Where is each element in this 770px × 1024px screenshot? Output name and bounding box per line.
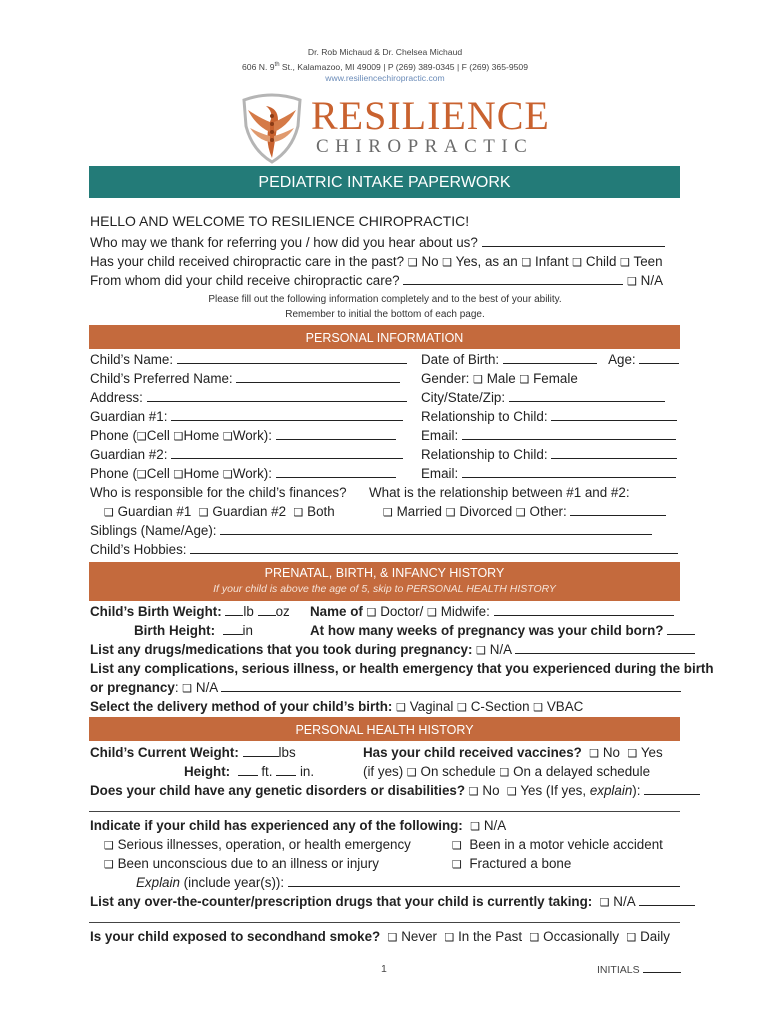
name-of-row: Name of ❑ Doctor/ ❑ Midwife: bbox=[310, 603, 674, 622]
height-in-field[interactable] bbox=[276, 764, 296, 776]
other-relation-field[interactable] bbox=[570, 504, 666, 516]
checkbox-otc-na[interactable]: ❑ bbox=[599, 897, 610, 909]
instruction-line-1: Please fill out the following information completely and to the best of your ability. bbox=[208, 294, 562, 305]
checkbox-finances-g2[interactable]: ❑ bbox=[198, 507, 209, 519]
checkbox-phone2-home[interactable]: ❑ bbox=[173, 469, 184, 481]
welcome-heading: HELLO AND WELCOME TO RESILIENCE CHIROPRACTIC! bbox=[90, 213, 470, 229]
phoenix-shield-icon bbox=[236, 92, 308, 164]
instruction-line-2: Remember to initial the bottom of each page. bbox=[285, 309, 485, 320]
logo-word-resilience: RESILIENCE bbox=[311, 93, 550, 138]
resilience-logo bbox=[236, 92, 550, 164]
checkbox-vaginal[interactable]: ❑ bbox=[396, 702, 406, 714]
dob-row: Date of Birth: Age: bbox=[421, 351, 679, 368]
checkbox-vbac[interactable]: ❑ bbox=[533, 702, 544, 714]
checkbox-delayed-schedule[interactable]: ❑ bbox=[499, 767, 510, 779]
checkbox-prior-yes[interactable]: ❑ bbox=[442, 257, 453, 269]
email2-row: Email: bbox=[421, 465, 676, 482]
motor-accident-option: ❑ Been in a motor vehicle accident bbox=[452, 837, 663, 852]
serious-illness-option: ❑ Serious illnesses, operation, or health emergency bbox=[104, 837, 411, 852]
child-name-field[interactable] bbox=[177, 352, 407, 364]
otc-field[interactable] bbox=[639, 894, 695, 906]
checkbox-indicate-na[interactable]: ❑ bbox=[470, 821, 481, 833]
city-row: City/State/Zip: bbox=[421, 389, 665, 406]
checkbox-midwife[interactable]: ❑ bbox=[427, 607, 437, 619]
birth-height-row: Birth Height: in bbox=[134, 623, 253, 638]
birth-height-field[interactable] bbox=[223, 623, 243, 635]
unconscious-option: ❑ Been unconscious due to an illness or injury bbox=[104, 856, 379, 871]
checkbox-doctor[interactable]: ❑ bbox=[366, 607, 377, 619]
height-row: Height: ft. in. bbox=[184, 764, 315, 779]
guardian1-row: Guardian #1: bbox=[90, 408, 403, 425]
finances-question: Who is responsible for the child’s finances? bbox=[90, 485, 347, 500]
relation12-question: What is the relationship between #1 and #2: bbox=[369, 485, 630, 500]
checkbox-complications-na[interactable]: ❑ bbox=[182, 683, 193, 695]
relationship2-row: Relationship to Child: bbox=[421, 446, 677, 463]
weeks-field[interactable] bbox=[667, 623, 695, 635]
initials-row: INITIALS bbox=[597, 963, 681, 976]
section-prenatal bbox=[89, 562, 680, 601]
address-field[interactable] bbox=[147, 390, 407, 402]
checkbox-phone1-cell[interactable]: ❑ bbox=[136, 431, 147, 443]
smoke-row: Is your child exposed to secondhand smoke? ❑ Never ❑ In the Past ❑ Occasionally ❑ Daily bbox=[90, 929, 670, 944]
finances-options: ❑ Guardian #1 ❑ Guardian #2 ❑ Both bbox=[104, 504, 335, 519]
checkbox-prior-no[interactable]: ❑ bbox=[407, 257, 418, 269]
checkbox-smoke-occasionally[interactable]: ❑ bbox=[529, 932, 540, 944]
checkbox-female[interactable]: ❑ bbox=[519, 374, 530, 386]
checkbox-smoke-past[interactable]: ❑ bbox=[444, 932, 455, 944]
fractured-option: ❑ Fractured a bone bbox=[452, 856, 572, 871]
checkbox-other[interactable]: ❑ bbox=[515, 507, 526, 519]
hobbies-field[interactable] bbox=[190, 542, 678, 554]
practice-address: 606 N. 9th St., Kalamazoo, MI 49009 | P (269) 389-0345 | F (269) 365-9509 bbox=[242, 61, 528, 72]
checkbox-smoke-daily[interactable]: ❑ bbox=[626, 932, 637, 944]
current-weight-row: Child’s Current Weight: lbs bbox=[90, 745, 296, 760]
phone1-field[interactable] bbox=[276, 428, 396, 440]
from-whom-question: From whom did your child receive chiropractic care? ❑ N/A bbox=[90, 273, 663, 288]
checkbox-phone1-home[interactable]: ❑ bbox=[173, 431, 184, 443]
hobbies-row: Child’s Hobbies: bbox=[90, 541, 678, 558]
checkbox-drugs-na[interactable]: ❑ bbox=[476, 645, 487, 657]
genetic-row: Does your child have any genetic disorders or disabilities? ❑ No ❑ Yes (If yes, explain): bbox=[90, 782, 700, 801]
preferred-name-row: Child’s Preferred Name: bbox=[90, 370, 400, 387]
provider-name-field[interactable] bbox=[494, 604, 674, 616]
explain-years-field[interactable] bbox=[288, 875, 680, 887]
complications-row-2: or pregnancy: ❑ N/A bbox=[90, 679, 681, 698]
page-number: 1 bbox=[381, 963, 387, 975]
practice-doctors: Dr. Rob Michaud & Dr. Chelsea Michaud bbox=[307, 47, 463, 57]
prior-care-question: Has your child received chiropractic care in the past? ❑ No ❑ Yes, as an ❑ Infant ❑ Child ❑ Teen bbox=[90, 254, 663, 269]
age-field[interactable] bbox=[639, 352, 679, 364]
section-health-history: PERSONAL HEALTH HISTORY bbox=[89, 717, 680, 741]
checkbox-prior-teen[interactable]: ❑ bbox=[620, 257, 631, 269]
checkbox-serious-illness[interactable]: ❑ bbox=[104, 840, 114, 852]
from-whom-field[interactable] bbox=[403, 273, 623, 285]
drugs-field[interactable] bbox=[515, 642, 695, 654]
genetic-explain-line[interactable] bbox=[89, 811, 680, 812]
checkbox-genetic-yes[interactable]: ❑ bbox=[506, 786, 517, 798]
checkbox-phone2-cell[interactable]: ❑ bbox=[136, 469, 147, 481]
current-weight-field[interactable] bbox=[243, 745, 279, 757]
checkbox-married[interactable]: ❑ bbox=[383, 507, 393, 519]
relationship2-field[interactable] bbox=[551, 447, 677, 459]
otc-row: List any over-the-counter/prescription drugs that your child is currently taking: ❑ N/A bbox=[90, 893, 695, 912]
checkbox-prior-infant[interactable]: ❑ bbox=[521, 257, 532, 269]
gender-row: Gender: ❑ Male ❑ Female bbox=[421, 371, 578, 386]
email1-row: Email: bbox=[421, 427, 676, 444]
guardian1-field[interactable] bbox=[171, 409, 403, 421]
preferred-name-field[interactable] bbox=[236, 371, 400, 383]
referral-question: Who may we thank for referring you / how did you hear about us? bbox=[90, 234, 665, 251]
checkbox-prior-child[interactable]: ❑ bbox=[572, 257, 583, 269]
address-row: Address: bbox=[90, 389, 407, 406]
checkbox-vaccines-no[interactable]: ❑ bbox=[589, 748, 600, 760]
delivery-row: Select the delivery method of your child’s birth: ❑ Vaginal ❑ C-Section ❑ VBAC bbox=[90, 699, 584, 714]
checkbox-motor-accident[interactable]: ❑ bbox=[452, 840, 462, 852]
page-title: PEDIATRIC INTAKE PAPERWORK bbox=[89, 166, 680, 198]
siblings-row: Siblings (Name/Age): bbox=[90, 522, 652, 539]
birth-weight-oz-field[interactable] bbox=[258, 604, 276, 616]
complications-row: List any complications, serious illness, or health emergency that you experienced during the birth bbox=[90, 661, 714, 676]
guardian2-row: Guardian #2: bbox=[90, 446, 403, 463]
initials-field[interactable] bbox=[643, 963, 681, 973]
guardian2-field[interactable] bbox=[171, 447, 403, 459]
checkbox-finances-g1[interactable]: ❑ bbox=[104, 507, 114, 519]
email1-field[interactable] bbox=[462, 428, 676, 440]
otc-line[interactable] bbox=[89, 922, 680, 923]
phone2-row: Phone (❑Cell ❑Home ❑Work): bbox=[90, 465, 396, 484]
explain-years-row: Explain (include year(s)): bbox=[136, 874, 680, 891]
birth-weight-row: Child’s Birth Weight: lb oz bbox=[90, 604, 290, 619]
phone2-field[interactable] bbox=[276, 466, 396, 478]
checkbox-divorced[interactable]: ❑ bbox=[445, 507, 456, 519]
prenatal-heading: PRENATAL, BIRTH, & INFANCY HISTORY bbox=[264, 566, 505, 580]
child-name-row: Child’s Name: bbox=[90, 351, 407, 368]
indicate-row: Indicate if your child has experienced any of the following: ❑ N/A bbox=[90, 818, 507, 833]
checkbox-genetic-no[interactable]: ❑ bbox=[468, 786, 479, 798]
checkbox-on-schedule[interactable]: ❑ bbox=[406, 767, 417, 779]
complications-field[interactable] bbox=[221, 680, 681, 692]
genetic-explain-field[interactable] bbox=[644, 783, 700, 795]
height-ft-field[interactable] bbox=[238, 764, 258, 776]
checkbox-finances-both[interactable]: ❑ bbox=[293, 507, 304, 519]
drugs-row: List any drugs/medications that you took during pregnancy: ❑ N/A bbox=[90, 641, 695, 660]
vaccine-schedule-row: (if yes) ❑ On schedule ❑ On a delayed schedule bbox=[363, 764, 651, 779]
checkbox-phone1-work[interactable]: ❑ bbox=[222, 431, 233, 443]
checkbox-vaccines-yes[interactable]: ❑ bbox=[627, 748, 638, 760]
checkbox-from-whom-na[interactable]: ❑ bbox=[627, 276, 637, 288]
checkbox-male[interactable]: ❑ bbox=[473, 374, 483, 386]
siblings-field[interactable] bbox=[220, 523, 652, 535]
section-personal-information: PERSONAL INFORMATION bbox=[89, 325, 680, 349]
checkbox-phone2-work[interactable]: ❑ bbox=[222, 469, 233, 481]
city-field[interactable] bbox=[509, 390, 665, 402]
email2-field[interactable] bbox=[462, 466, 676, 478]
checkbox-csection[interactable]: ❑ bbox=[457, 702, 467, 714]
vaccines-row: Has your child received vaccines? ❑ No ❑ Yes bbox=[363, 745, 663, 760]
weeks-row: At how many weeks of pregnancy was your child born? bbox=[310, 622, 695, 639]
checkbox-smoke-never[interactable]: ❑ bbox=[387, 932, 398, 944]
checkbox-fractured[interactable]: ❑ bbox=[452, 859, 462, 871]
dob-field[interactable] bbox=[503, 352, 597, 364]
phone1-row: Phone (❑Cell ❑Home ❑Work): bbox=[90, 427, 396, 446]
referral-field[interactable] bbox=[482, 235, 665, 247]
relation12-options: ❑ Married ❑ Divorced ❑ Other: bbox=[383, 503, 666, 522]
checkbox-unconscious[interactable]: ❑ bbox=[104, 859, 114, 871]
logo-word-chiropractic: CHIROPRACTIC bbox=[316, 136, 534, 157]
birth-weight-lb-field[interactable] bbox=[225, 604, 243, 616]
relationship1-row: Relationship to Child: bbox=[421, 408, 677, 425]
practice-website[interactable]: www.resiliencechiropractic.com bbox=[325, 73, 445, 83]
relationship1-field[interactable] bbox=[551, 409, 677, 421]
prenatal-subheading: If your child is above the age of 5, skip to PERSONAL HEALTH HISTORY bbox=[213, 583, 556, 595]
